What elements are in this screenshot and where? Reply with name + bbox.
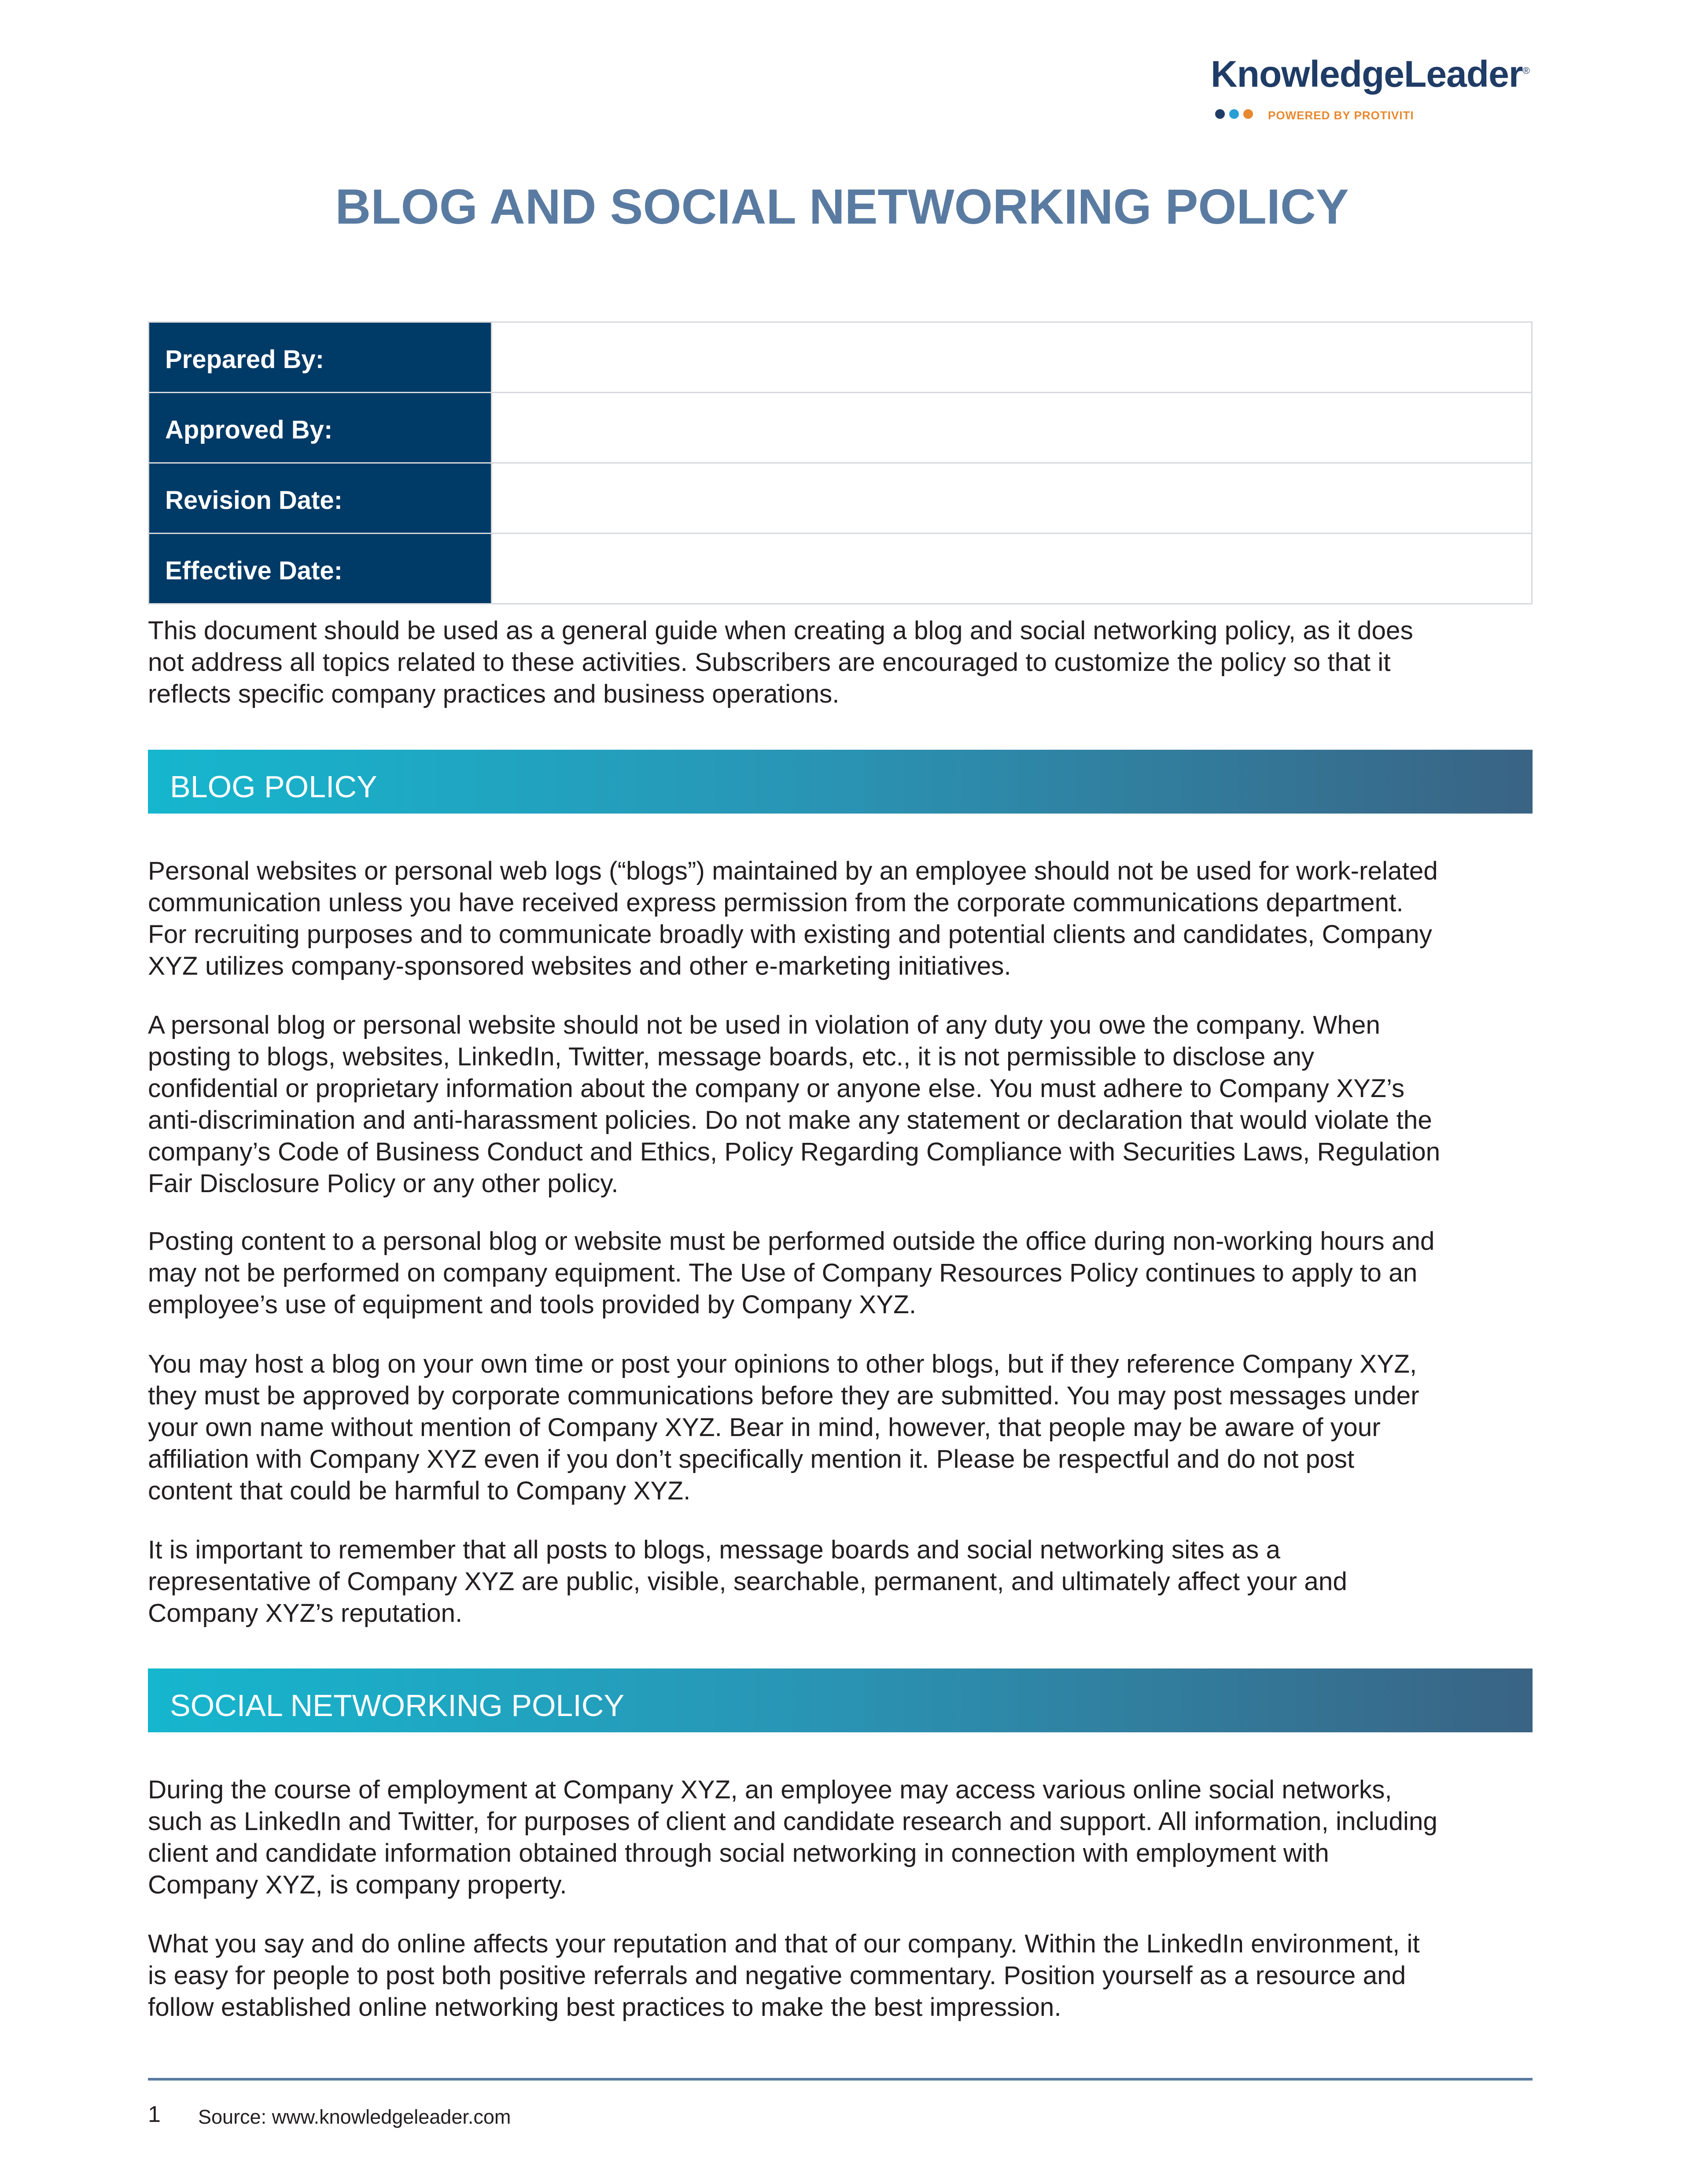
text-line: For recruiting purposes and to communicate broadly with existing and potential clients and candidates, Company xyxy=(148,920,1432,949)
social-paragraph-2 xyxy=(148,1928,1539,2023)
intro-paragraph xyxy=(148,615,1539,710)
logo-registered-mark: ® xyxy=(1522,65,1529,76)
logo-tagline: POWERED BY PROTIVITI xyxy=(1268,109,1414,122)
blog-paragraph-5 xyxy=(148,1534,1539,1629)
footer-divider xyxy=(148,2078,1533,2081)
text-line: What you say and do online affects your reputation and that of our company. Within the LinkedIn environment, it xyxy=(148,1930,1420,1958)
text-line: company’s Code of Business Conduct and Ethics, Policy Regarding Compliance with Securities Laws, Regulation xyxy=(148,1138,1441,1166)
text-line: It is important to remember that all posts to blogs, message boards and social networking sites as a xyxy=(148,1536,1281,1564)
text-line: Company XYZ’s reputation. xyxy=(148,1599,463,1628)
text-line: anti-discrimination and anti-harassment policies. Do not make any statement or declaration that would violate the xyxy=(148,1106,1432,1134)
blog-paragraph-2 xyxy=(148,1009,1539,1200)
text-line: confidential or proprietary information about the company or anyone else. You must adhere to Company XYZ’s xyxy=(148,1074,1405,1103)
text-line: During the course of employment at Company XYZ, an employee may access various online social networks, xyxy=(148,1775,1392,1804)
text-line: Company XYZ, is company property. xyxy=(148,1871,567,1899)
text-line: communication unless you have received express permission from the corporate communications department. xyxy=(148,888,1404,917)
page-number: 1 xyxy=(148,2102,161,2127)
text-line: This document should be used as a general guide when creating a blog and social networking policy, as it does xyxy=(148,616,1413,645)
section-heading-blog-policy xyxy=(148,750,1533,814)
text-line: such as LinkedIn and Twitter, for purposes of client and candidate research and support. All information, including xyxy=(148,1807,1437,1836)
text-line: reflects specific company practices and business operations. xyxy=(148,680,840,708)
info-row-revision-date xyxy=(149,463,1532,534)
section-title: BLOG POLICY xyxy=(170,770,377,804)
section-heading-social-networking-policy xyxy=(148,1668,1533,1732)
logo-name: KnowledgeLeader xyxy=(1211,53,1523,95)
info-value-field[interactable] xyxy=(492,534,1532,604)
info-label: Effective Date: xyxy=(149,534,492,604)
text-line: affiliation with Company XYZ even if you don’t specifically mention it. Please be respectful and do not post xyxy=(148,1445,1355,1473)
info-row-effective-date xyxy=(149,534,1532,604)
footer-source: Source: www.knowledgeleader.com xyxy=(198,2106,511,2128)
text-line: they must be approved by corporate communications before they are submitted. You may post messages under xyxy=(148,1381,1419,1410)
text-line: client and candidate information obtained through social networking in connection with employment with xyxy=(148,1839,1329,1867)
logo-dots xyxy=(1215,109,1253,119)
blog-paragraph-3 xyxy=(148,1226,1539,1321)
text-line: follow established online networking best practices to make the best impression. xyxy=(148,1993,1061,2022)
logo-wordmark xyxy=(1211,53,1529,96)
text-line: may not be performed on company equipment. The Use of Company Resources Policy continues to apply to an xyxy=(148,1259,1418,1287)
info-value-field[interactable] xyxy=(492,393,1532,463)
text-line: content that could be harmful to Company XYZ. xyxy=(148,1477,691,1505)
text-line: Personal websites or personal web logs (“blogs”) maintained by an employee should not be used for work-related xyxy=(148,857,1438,885)
text-line: You may host a blog on your own time or post your opinions to other blogs, but if they reference Company XYZ, xyxy=(148,1350,1417,1378)
document-info-table xyxy=(148,321,1533,604)
info-value-field[interactable] xyxy=(492,463,1532,534)
text-line: your own name without mention of Company XYZ. Bear in mind, however, that people may be aware of your xyxy=(148,1413,1381,1442)
text-line: A personal blog or personal website should not be used in violation of any duty you owe the company. When xyxy=(148,1011,1380,1039)
document-title: BLOG AND SOCIAL NETWORKING POLICY xyxy=(335,179,1349,234)
knowledgeleader-logo xyxy=(1211,48,1537,128)
info-value-field[interactable] xyxy=(492,322,1532,393)
logo-dot-blue xyxy=(1229,109,1239,119)
text-line: not address all topics related to these activities. Subscribers are encouraged to customize the policy so that it xyxy=(148,648,1391,677)
social-paragraph-1 xyxy=(148,1774,1539,1901)
text-line: employee’s use of equipment and tools provided by Company XYZ. xyxy=(148,1290,917,1319)
text-line: posting to blogs, websites, LinkedIn, Twitter, message boards, etc., it is not permissible to disclose any xyxy=(148,1042,1315,1071)
text-line: is easy for people to post both positive referrals and negative commentary. Position yourself as a resource and xyxy=(148,1961,1406,1990)
section-title: SOCIAL NETWORKING POLICY xyxy=(170,1688,625,1723)
text-line: Posting content to a personal blog or website must be performed outside the office during non-working hours and xyxy=(148,1227,1435,1256)
blog-paragraph-1 xyxy=(148,855,1539,982)
info-row-prepared-by xyxy=(149,322,1532,393)
info-row-approved-by xyxy=(149,393,1532,463)
info-label: Approved By: xyxy=(149,393,492,463)
info-label: Revision Date: xyxy=(149,463,492,534)
text-line: representative of Company XYZ are public, visible, searchable, permanent, and ultimately affect your and xyxy=(148,1567,1347,1596)
info-label: Prepared By: xyxy=(149,322,492,393)
blog-paragraph-4 xyxy=(148,1348,1539,1507)
logo-dot-orange xyxy=(1243,109,1253,119)
text-line: XYZ utilizes company-sponsored websites and other e-marketing initiatives. xyxy=(148,952,1011,980)
logo-dot-navy xyxy=(1215,109,1225,119)
text-line: Fair Disclosure Policy or any other policy. xyxy=(148,1169,619,1198)
